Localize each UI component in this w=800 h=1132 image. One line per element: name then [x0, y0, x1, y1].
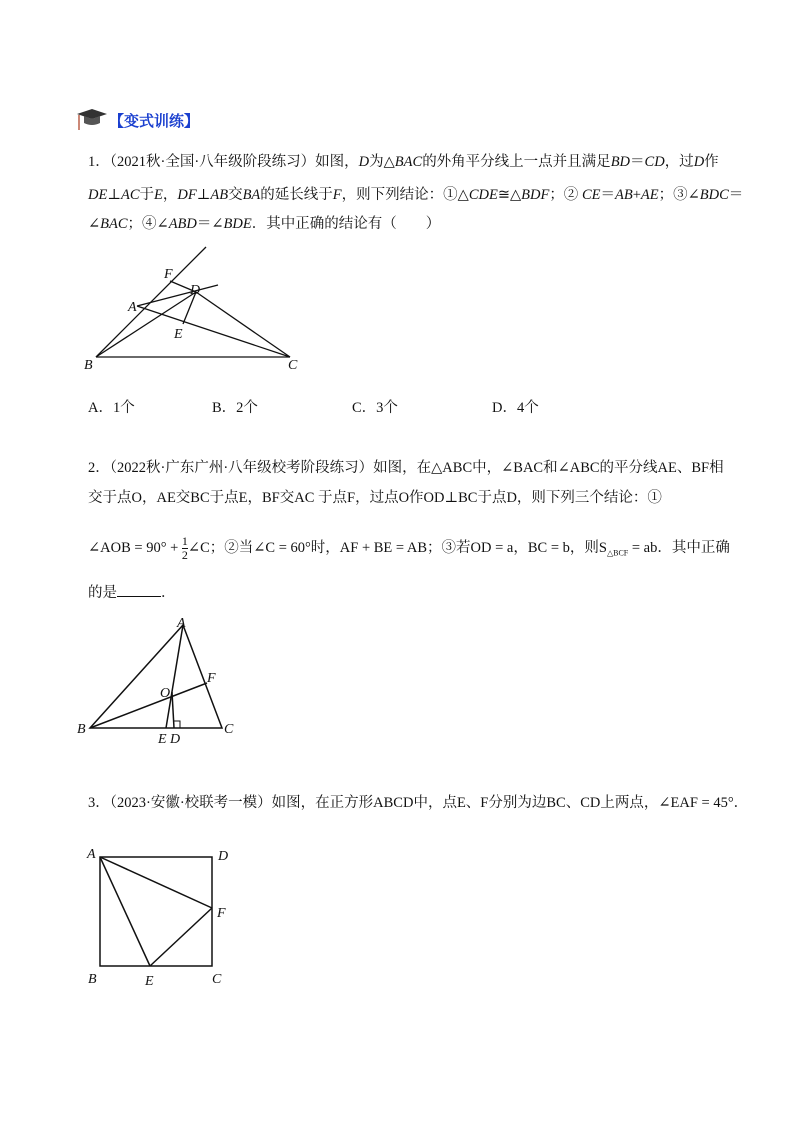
q1-text-segment: AB: [210, 187, 229, 203]
figure-q3-labels: [86, 847, 228, 989]
q1-text-segment: BDE: [223, 216, 252, 232]
q2-line2: 交于点O，AE交BC于点E，BF交AC 于点F，过点O作OD⊥BC于点D，则下列三个结论：①: [88, 490, 662, 506]
q2-text: = ab．其中正确: [628, 539, 730, 556]
q1-text-segment: BDC: [699, 187, 729, 203]
svg-text:F: F: [164, 267, 173, 282]
svg-text:A: A: [177, 616, 186, 631]
svg-text:D: D: [218, 849, 229, 864]
numerator: 1: [181, 534, 188, 548]
svg-text:A: A: [87, 847, 96, 862]
graduation-cap-icon: [75, 106, 109, 134]
q1-text-segment: ABD: [168, 216, 197, 232]
figure-q1-labels: [84, 267, 298, 373]
q1-text-segment: 作: [704, 154, 719, 170]
answer-blank[interactable]: [117, 596, 161, 597]
option-d[interactable]: D．4个: [492, 400, 539, 416]
svg-text:C: C: [212, 972, 222, 987]
q1-text-segment: BAC: [100, 216, 128, 232]
q1-text-segment: 的延长线于: [260, 187, 333, 203]
q1-text-segment: D: [358, 154, 370, 170]
svg-text:B: B: [77, 722, 86, 737]
q2-text: 的是: [88, 585, 117, 601]
q1-text-segment: ∠: [88, 216, 101, 232]
svg-text:O: O: [160, 686, 171, 701]
q2-text: ∠AOB = 90° +: [88, 539, 179, 556]
q1-text-segment: +: [632, 187, 641, 203]
q1-text-segment: CD: [644, 154, 665, 170]
q2-line4: [88, 581, 176, 602]
q1-line1: [88, 150, 719, 171]
q1-text-segment: ；③∠: [658, 187, 700, 203]
q1-text-segment: AB: [614, 187, 633, 203]
section-title: 【变式训练】: [109, 111, 200, 130]
q1-line3: [88, 212, 440, 233]
svg-text:D: D: [170, 732, 181, 747]
q2-text: ．: [161, 585, 176, 601]
q1-text-segment: CDE: [468, 187, 498, 203]
q1-text-segment: F: [332, 187, 342, 203]
svg-text:B: B: [84, 358, 93, 373]
q2-text: ∠C；②当∠C = 60°时，AF + BE = AB；③若OD = a，BC = b，则S: [187, 539, 607, 556]
q1-text-segment: DF: [177, 187, 197, 203]
svg-text:E: E: [145, 974, 154, 989]
q1-text-segment: ＝: [630, 154, 645, 170]
q1-text-segment: 1．（2021秋·全国·八年级阶段练习）如图，: [88, 154, 359, 170]
svg-text:E: E: [174, 327, 183, 342]
figure-q3: [100, 857, 212, 966]
q1-text-segment: BDF: [521, 187, 550, 203]
figure-q2: [90, 625, 222, 728]
svg-text:B: B: [88, 972, 97, 987]
denominator: 2: [181, 548, 188, 562]
q1-line2: [88, 183, 743, 204]
q1-text-segment: CE: [581, 187, 601, 203]
q1-text-segment: 交: [228, 187, 243, 203]
q1-text-segment: 于: [139, 187, 155, 203]
q1-text-segment: BA: [242, 187, 261, 203]
figure-q2-labels: [77, 616, 234, 747]
q1-text-segment: AC: [120, 187, 140, 203]
q1-text-segment: ，过: [664, 154, 694, 170]
q1-text-segment: ⊥: [196, 187, 211, 203]
q2-line3: [88, 535, 730, 562]
q2-line1: 2．（2022秋·广东广州·八年级校考阶段练习）如图，在△ABC中，∠BAC和∠ABC的平分线AE、BF相: [88, 460, 724, 476]
q1-text-segment: ；④∠: [127, 216, 169, 232]
q1-text-segment: AE: [640, 187, 659, 203]
option-b[interactable]: B．2个: [212, 400, 258, 416]
q1-text-segment: BD: [610, 154, 631, 170]
q3-line1: 3．（2023·安徽·校联考一模）如图，在正方形ABCD中，点E、F分别为边BC、CD上两点，∠EAF = 45°．: [88, 795, 749, 811]
q1-text-segment: BAC: [394, 154, 423, 170]
option-c[interactable]: C．3个: [352, 400, 398, 416]
q1-text-segment: ＝: [600, 187, 615, 203]
svg-text:A: A: [128, 300, 137, 315]
svg-text:F: F: [217, 906, 226, 921]
svg-text:D: D: [190, 283, 201, 298]
q1-text-segment: ；②: [549, 187, 582, 203]
q1-text-segment: E: [154, 187, 163, 203]
q1-text-segment: 为△: [369, 154, 395, 170]
q1-text-segment: ⊥: [107, 187, 121, 203]
svg-text:E: E: [158, 732, 167, 747]
q1-text-segment: ＝: [728, 187, 744, 203]
option-a[interactable]: A．1个: [88, 400, 135, 416]
q1-text-segment: D: [693, 154, 705, 170]
svg-text:C: C: [224, 722, 234, 737]
svg-text:F: F: [207, 671, 216, 686]
q1-text-segment: ，: [162, 187, 178, 203]
q1-text-segment: ，则下列结论：①△: [341, 187, 469, 203]
q1-text-segment: ＝∠: [196, 216, 224, 232]
q1-text-segment: ≅△: [497, 187, 522, 203]
q1-text-segment: 的外角平分线上一点并且满足: [422, 154, 611, 170]
q1-text-segment: ．其中正确的结论有（ ）: [251, 216, 441, 232]
svg-text:C: C: [288, 358, 298, 373]
subscript: △BCF: [606, 548, 629, 558]
q1-text-segment: DE: [88, 187, 108, 203]
figure-q1: [96, 247, 290, 357]
section-header: [75, 106, 199, 134]
